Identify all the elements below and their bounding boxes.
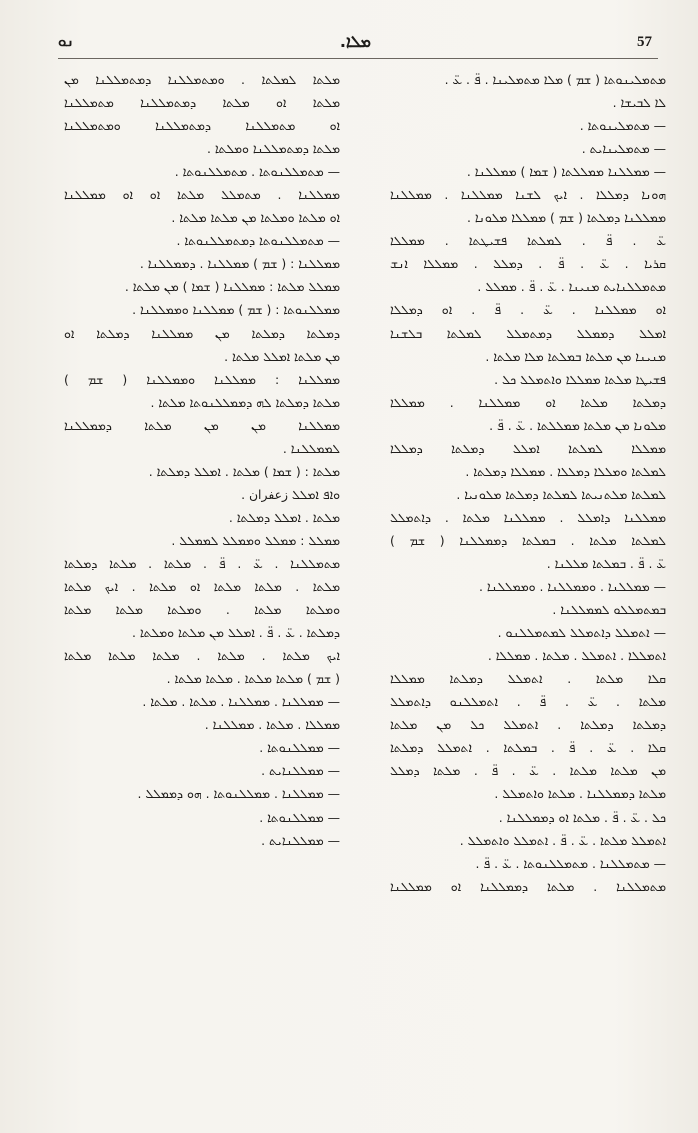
page-number-syriac: ܢܘ — [58, 34, 74, 50]
text-line: ܠܐ ܠܒܝܫܐ . — [612, 95, 666, 111]
text-line: — ܡܬܡܠܝܢܐܝܬ . — [581, 141, 666, 157]
page-number: 57 — [637, 33, 652, 50]
text-line: ܡܠܬܐ . ܐܡܠܠ ܕܡܠܬܐ . — [228, 509, 340, 525]
text-line: ܠܡܠܬܐ ܡܠܬܢܝܬܐ ܠܡܠܬܐ ܕܡܠܬܐ ܡܠܘܢܝܐ . — [456, 486, 666, 502]
text-line: ܒܡܬܡܠܠܘ ܠܡܡܠܠܢܐ . — [552, 602, 666, 618]
left-column — [64, 68, 340, 852]
text-line: ܡܠܬܐ ܠܡܠܬܐ . ܘܡܬܡܠܠܢܐ ܕܡܬܡܠܠܢܐ ܡܢ — [64, 72, 340, 87]
text-line: ܘܐܦ ܐܡܠܠ زعفران . — [241, 486, 340, 502]
text-line: ܡܡܠܠܢܐ : ( ܫܡ ) ܡܡܠܠܢܐ . ܕܡܡܠܠܢܐ . — [139, 256, 340, 272]
text-line: ܐܘ ܡܬܡܠܠܢܐ ܕܡܬܡܠܠܢܐ ܘܡܬܡܠܠܢܐ — [64, 118, 340, 134]
header-rule — [58, 58, 658, 59]
text-line: ܡܡܠܠ : ܡܡܠܠ ܘܡܡܠܠ ܠܡܡܠܠ . — [171, 532, 340, 548]
text-line: ܥ̈ . ܦ̈ . ܒܡܠܬܐ ܡܠܠܢܐ . — [546, 555, 666, 571]
text-line: ܕܡܠܬܐ ܡܠܬܐ ܐܘ ܡܡܠܠܢܐ . ܡܡܠܠܐ — [390, 394, 666, 410]
text-line: ܡܢܝܢܐ ܡܢ ܡܠܬܐ ܒܡܠܬܐ ܡܠܐ ܡܠܬܐ . — [485, 348, 666, 364]
text-line: ܐܡܠܠ ܕܡܡܠܠ ܕܡܬܡܠܠ ܠܡܠܬܐ ܒܠܫܢܐ — [390, 325, 666, 341]
text-line: — ܡܡܠܠܢܘܬܐ . — [259, 740, 340, 756]
text-line: ܡܠܬܐ . ܡܠܬܐ ܡܠܬܐ ܐܘ ܡܠܬܐ . ܐܝܟ ܡܠܬܐ — [64, 579, 340, 595]
text-line: — ܡܬܡܠܝܢܘܬܐ . — [579, 118, 666, 134]
text-line: ܡܡܠܠܢܐ ܕܐܡܠܠ . ܡܡܠܠܢܐ ܡܠܬܐ . ܕܐܬܡܠܠ — [390, 509, 666, 525]
running-head: ܡܠܐ. — [339, 32, 371, 51]
text-line: ܡܠܬܐ ܕܡܠܬܐ ܠܗ ܕܡܡܠܠܢܘܬܐ ܡܠܬܐ . — [150, 394, 340, 410]
text-line: ܕܡܠܬܐ ܕܡܠܬܐ . ܐܬܡܠܠ ܟܠ ܡܢ ܡܠܬܐ — [390, 717, 666, 733]
text-line: ܡܠܬܐ : ( ܫܡܐ ) ܡܠܬܐ . ܐܡܠܠ ܕܡܠܬܐ . — [148, 463, 340, 479]
text-line: ܡܡܠܠܐ . ܡܠܬܐ . ܡܡܠܠܢܐ . — [204, 717, 340, 733]
text-line: — ܡܡܠܠܢܐ . ܘܡܡܠܠܢܐ . ܘܡܡܠܠܢܐ . — [478, 579, 666, 595]
text-line: ( ܫܡ ) ܡܠܬܐ ܡܠܬܐ . ܡܠܬܐ ܡܠܬܐ . — [166, 671, 340, 687]
text-line: ܐܝܟ ܡܠܬܐ . ܡܠܬܐ . ܡܠܬܐ ܡܠܬܐ ܡܠܬܐ — [64, 648, 340, 664]
text-line: ܡܡܠܠܢܐ : ܡܡܠܠܢܐ ܘܡܡܠܠܢܐ ( ܫܡ ) — [64, 371, 340, 387]
text-line: ܕܡܠܬܐ ܕܡܠܬܐ ܡܢ ܡܡܠܠܢܐ ܕܡܠܬܐ ܐܘ — [64, 325, 340, 341]
text-line: — ܡܬܡܠܠܢܐ . ܡܬܡܠܠܢܘܬܐ . ܥ̈ . ܦ̈ . — [475, 855, 666, 871]
text-line: ܟܠ . ܥ̈ . ܦ̈ . ܡܠܬܐ ܐܘ ܕܡܡܠܠܢܐ . — [498, 809, 666, 825]
text-line: ܡܬܡܠܠܢܐܝܬ ܡܢܝܢܐ . ܥ̈ . ܦ̈ . ܡܡܠܠ . — [477, 279, 666, 295]
text-line: ܡܡܠܠܢܐ . ܡܬܡܠܠ ܡܠܬܐ ܐܘ ܐܘ ܡܡܠܠܢܐ — [64, 187, 340, 203]
text-line: ܩܠܐ ܡܠܬܐ . ܐܬܡܠܠ ܕܡܠܬܐ ܡܡܠܠܐ — [390, 671, 666, 687]
text-line: — ܡܡܠܠܢܐܝܬ . — [261, 832, 340, 848]
text-line: ܡܠܬܐ ܕܡܡܠܠܢܐ . ܡܠܬܐ ܘܐܬܡܠܠ . — [494, 786, 666, 802]
text-line: ܐܘ ܡܠܬܐ ܘܡܠܬܐ ܡܢ ܡܠܬܐ ܡܠܬܐ . — [171, 210, 340, 226]
text-line: ܩܠܐ . ܥ̈ . ܦ̈ . ܒܡܠܬܐ . ܐܬܡܠܠ ܕܡܠܬܐ — [390, 740, 666, 756]
text-line: — ܐܬܡܠܠ ܕܐܬܡܠܠ ܠܡܬܡܠܠܢܘ . — [497, 625, 666, 641]
text-line: ܦܫܝܛܐ ܡܠܬܐ ܡܡܠܠܐ ܘܐܬܡܠܠ ܟܠ . — [494, 371, 666, 387]
text-line: ܡܡܠܠܢܘܬܐ : ( ܫܡ ) ܡܡܠܠܢܐ ܘܡܡܠܠܢܐ . — [132, 302, 340, 318]
text-line: ܡܡܠܠܢܐ ܡܢ ܡܢ ܡܠܬܐ ܕܡܡܠܠܢܐ — [64, 417, 340, 433]
text-line: ܠܡܠܬܐ ܘܡܠܠܐ ܕܡܠܠܐ . ܡܡܠܠܐ ܕܡܠܬܐ . — [465, 463, 666, 479]
text-line: — ܡܡܠܠܢܐܝܬ . — [261, 763, 340, 779]
text-line: ܐܬܡܠܠ ܡܠܬܐ . ܥ̈ . ܦ̈ . ܐܬܡܠܠ ܘܐܬܡܠܠ . — [459, 832, 666, 848]
text-line: ܡܡܠܠܢܐ ܕܡܠܬܐ ( ܫܡ ) ܡܡܠܠܐ ܡܠܘܢܐ . — [467, 210, 666, 226]
text-line: ܡܠܘܢܐ ܡܢ ܡܠܬܐ ܡܡܠܠܬܐ . ܥ̈ . ܦ̈ . — [489, 417, 666, 433]
text-line: ܡܡܠܠ ܡܠܬܐ : ܡܡܠܠܢܐ ( ܫܡܐ ) ܡܢ ܡܠܬܐ . — [124, 279, 340, 295]
text-line: — ܡܡܠܠܢܐ ܡܡܠܠܬܐ ( ܫܡܐ ) ܡܡܠܠܢܐ . — [466, 164, 666, 180]
text-line: ܕܡܠܬܐ . ܥ̈ . ܦ̈ . ܐܡܠܠ ܡܢ ܡܠܬܐ ܘܡܠܬܐ . — [132, 625, 340, 641]
text-line: ܐܘ ܡܡܠܠܢܐ . ܥ̈ . ܦ̈ . ܐܘ ܕܡܠܠܐ — [390, 302, 666, 318]
text-line: ܐܬܡܠܠܐ . ܐܬܡܠܠ . ܡܠܬܐ . ܡܡܠܠܐ . — [487, 648, 666, 664]
text-line: — ܡܡܠܠܢܘܬܐ . — [259, 809, 340, 825]
text-line: ܡܢ ܡܠܬܐ ܐܡܠܠ ܡܠܬܐ . — [224, 348, 340, 364]
text-line: ܡܬܡܠܠܢܐ . ܡܠܬܐ ܕܡܡܠܠܢܐ ܐܘ ܡܡܠܠܢܐ — [390, 878, 666, 894]
text-line: ܡܡܠܠܐ ܠܡܠܬܐ ܐܡܠܠ ܕܡܠܬܐ ܕܡܠܠܐ — [390, 440, 666, 456]
text-line: — ܡܡܠܠܢܐ . ܡܡܠܠܢܐ . ܡܠܬܐ . ܡܠܬܐ . — [142, 694, 340, 710]
text-line: ܡܢ ܡܠܬܐ ܡܠܬܐ . ܥ̈ . ܦ̈ . ܡܠܬܐ ܕܡܠܠ — [390, 763, 666, 779]
text-line: ܡܠܬܐ ܐܘ ܡܠܬܐ ܕܡܬܡܠܠܢܐ ܡܬܡܠܠܢܐ — [64, 95, 340, 111]
text-line: ܗܘܢܐ ܕܡܠܠܐ . ܐܝܟ ܠܫܢܐ ܡܡܠܠܢܐ . ܡܡܠܠܢܐ — [390, 187, 666, 203]
text-line: ܥ̈ . ܦ̈ . ܠܡܠܬܐ ܦܫܝܛܬܐ . ܡܡܠܠܐ — [390, 233, 666, 249]
right-column — [390, 68, 666, 898]
text-line: ܡܠܬܐ ܕܡܬܡܠܠܢܐ ܘܡܠܬܐ . — [206, 141, 340, 157]
text-line: ܡܬܡܠܝܢܘܬܐ ( ܫܡ ) ܡܠܐ ܡܬܡܠܝܢܐ . ܦ̈ . ܥ̈ . — [444, 72, 666, 87]
page-header — [58, 30, 658, 54]
text-line: ܡܬܡܠܠܢܐ . ܥ̈ . ܦ̈ . ܡܠܬܐ . ܡܠܬܐ ܕܡܠܬܐ — [64, 555, 340, 571]
text-line: — ܡܡܠܠܢܐ . ܡܡܠܠܢܘܬܐ . ܗܘ ܕܡܡܠܠ . — [137, 786, 340, 802]
text-line: ܡܠܬܐ . ܥ̈ . ܦ̈ . ܐܬܡܠܠܢܘ ܕܐܬܡܠܠ — [390, 694, 666, 710]
text-line: ܠܡܡܠܠܢܐ . — [282, 440, 340, 456]
text-line: — ܡܬܡܠܠܢܘܬܐ ܕܡܬܡܠܠܢܘܬܐ . — [176, 233, 340, 249]
text-line: — ܡܬܡܠܠܢܘܬܐ . ܡܬܡܠܠܢܘܬܐ . — [174, 164, 340, 180]
text-line: ܘܡܠܬܐ ܡܠܬܐ . ܘܡܠܬܐ ܡܠܬܐ ܡܠܬܐ — [64, 602, 340, 618]
text-line: ܩܪܝܐ . ܥ̈ . ܦ̈ . ܕܡܠܠ . ܡܡܠܠܐ ܐܢܫ — [390, 256, 666, 272]
text-line: ܠܡܠܬܐ ܡܠܬܐ . ܒܡܠܬܐ ܕܡܡܠܠܢܐ ( ܫܡ ) — [390, 532, 666, 548]
